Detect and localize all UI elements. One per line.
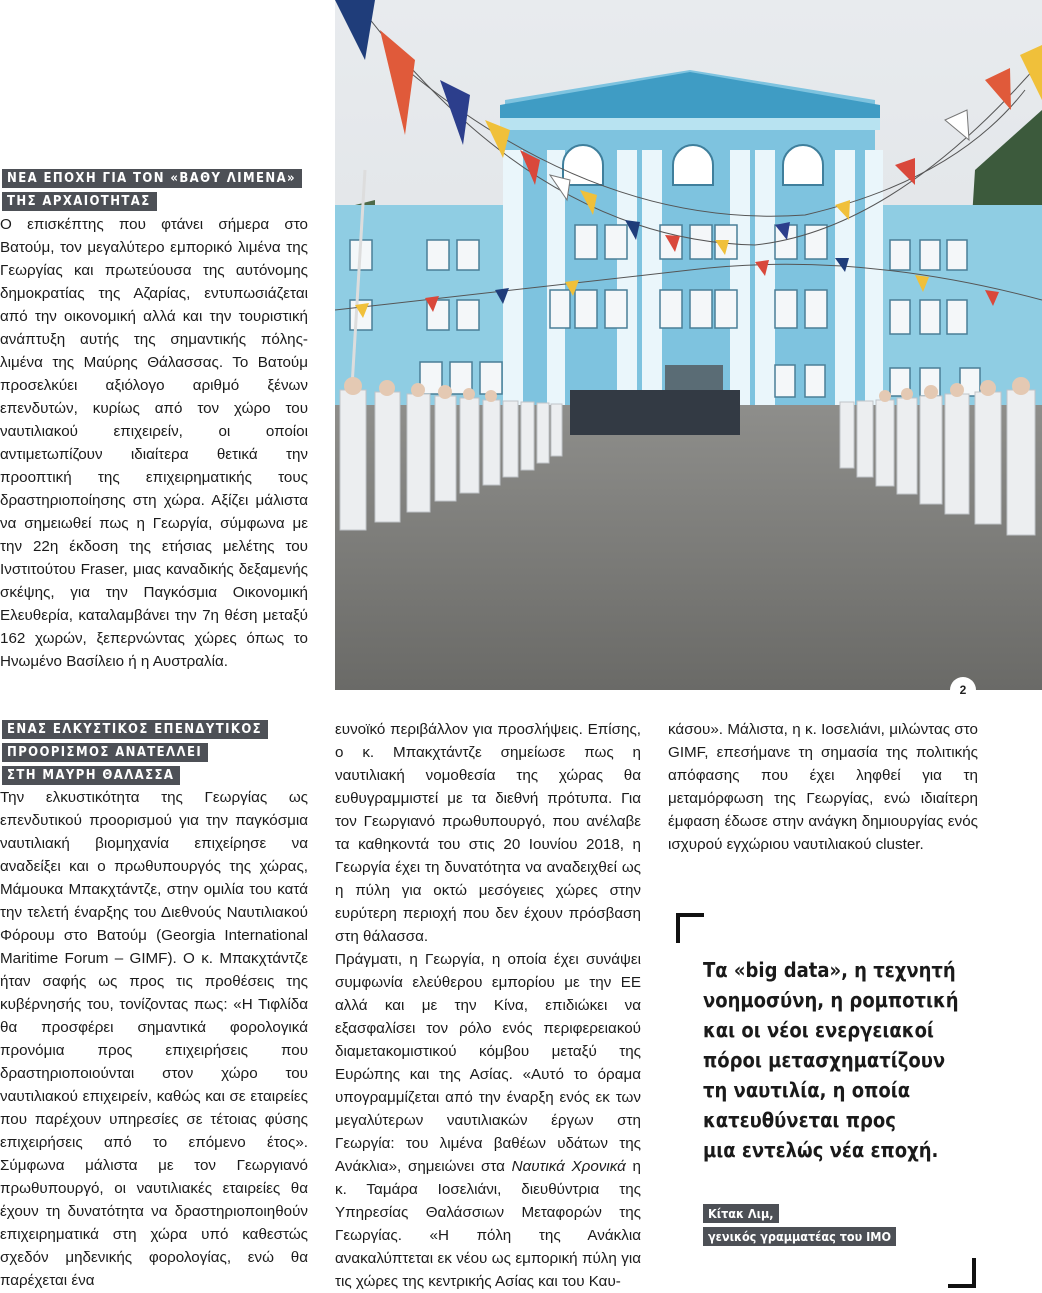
- section2-paragraph-3: [335, 948, 641, 1293]
- quote-bracket-close: [948, 1258, 976, 1288]
- section2-heading-line3: ΣΤΗ ΜΑΥΡΗ ΘΑΛΑΣΣΑ: [2, 766, 180, 785]
- section1-paragraph: Ο επισκέπτης που φτάνει σήμερα στο Βατούμ, τον μεγαλύτερο εμπορικό λιμένα της Γεωργίας και πρωτεύουσα της αυτόνομης δημοκρατίας της Αζαρίας, εντυπωσιάζεται από την οικονομική αλλά και την τουριστική ανάπτυξη αυτής της σημαντικής πόλης-λιμένα της Μαύρης Θάλασσας. Το Βατούμ προσελκύει αξιόλογο αριθμό ξένων επενδυτών, κυρίως από τον χώρο του ναυτιλιακού επιχειρείν, οι οποίοι αντιμετωπίζουν ιδιαίτερα θετικά την προοπτική της επιχειρηματικής τους δραστηριοποίησης στη χώρα. Αξίζει μάλιστα να σημειωθεί πως η Γεωργία, σύμφωνα με την 22η έκδοση της ετήσιας μελέτης του Ινστιτούτου Fraser, μιας καναδικής δεξαμενής σκέψης, για την Παγκόσμια Οικονομική Ελευθερία, καταλαμβάνει την 7η θέση μεταξύ 162 χωρών, ξεπερνώντας χώρες όπως το Ηνωμένο Βασίλειο ή η Αυστραλία.: [0, 216, 308, 670]
- section2-heading-line2: ΠΡΟΟΡΙΣΜΟΣ ΑΝΑΤΕΛΛΕΙ: [2, 743, 208, 762]
- publication-name: Ναυτικά Χρονικά: [511, 1158, 626, 1175]
- section2-paragraph-2: ευνοϊκό περιβάλλον για προσλήψεις. Επίσης, ο κ. Μπακχτάντζε σημείωσε πως η ναυτιλιακή νομοθεσία της χώρας θα ευθυγραμμιστεί με τα διεθνή πρότυπα. Για τον Γεωργιανό πρωθυπουργό, που ανέλαβε τα καθηκοντά του στις 20 Ιουνίου 2018, η Γεωργία έχει τη δυνατότητα να αναδειχθεί ως η πύλη για οκτώ μεσόγειες χώρες στην ευρύτερη περιοχή που δεν έχουν πρόσβαση στη θάλασσα.: [335, 721, 641, 945]
- attribution-name: Κίτακ Λιμ,: [703, 1204, 779, 1223]
- quote-line: τη ναυτιλία, η οποία: [703, 1078, 911, 1102]
- quote-line: Τα «big data», η τεχνητή: [703, 958, 956, 982]
- pull-quote: [703, 955, 959, 1165]
- section2-paragraph-4: κάσου». Μάλιστα, η κ. Ιοσελιάνι, μιλώντας στο GIMF, επεσήμανε τη σημασία της πολιτικής απόφασης που έχει ληφθεί για τη μεταμόρφωση της Γεωργίας, ενώ ιδιαίτερη έμφαση έδωσε στην ανάγκη δημιουργίας ενός ισχυρού εγχώριου ναυτιλιακού cluster.: [668, 721, 978, 853]
- section2-column-2: [335, 718, 641, 1293]
- section1-body: [0, 213, 308, 673]
- quote-line: πόροι μετασχηματίζουν: [703, 1048, 946, 1072]
- section2-heading-line1: ΕΝΑΣ ΕΛΚΥΣΤΙΚΟΣ ΕΠΕΝΔΥΤΙΚΟΣ: [2, 720, 268, 739]
- section2-column-1: [0, 786, 308, 1292]
- page-number: 2: [950, 677, 976, 703]
- section1-heading: [2, 169, 302, 215]
- quote-line: και οι νέοι ενεργειακοί: [703, 1018, 934, 1042]
- quote-line: μια εντελώς νέα εποχή.: [703, 1138, 939, 1162]
- ceremony-photo-graphic: [335, 0, 1042, 690]
- quote-bracket-open: [676, 913, 704, 943]
- section1-heading-line1: ΝΕΑ ΕΠΟΧΗ ΓΙΑ ΤΟΝ «ΒΑΘΥ ΛΙΜΕΝΑ»: [2, 169, 302, 188]
- quote-attribution: [703, 1204, 896, 1250]
- section2-heading: [2, 720, 268, 789]
- section1-heading-line2: ΤΗΣ ΑΡΧΑΙΟΤΗΤΑΣ: [2, 192, 157, 211]
- ceremony-photo: [335, 0, 1042, 690]
- section2-paragraph-1: Την ελκυστικότητα της Γεωργίας ως επενδυτικού προορισμού για την παγκόσμια ναυτιλιακή βιομηχανία επιχείρησε να αναδείξει και ο πρωθυπουργός της χώρας, Μάμουκα Μπακχτάντζε, στην ομιλία του κατά την τελετή έναρξης του Διεθνούς Ναυτιλιακού Φόρουμ στο Βατούμ (Georgia International Maritime Forum – GIMF). Ο κ. Μπακχτάντζε ήταν σαφής ως προς τις προθέσεις της κυβέρνησής του, τονίζοντας πως: «Η Τιφλίδα θα προσφέρει σημαντικά φορολογικά προνόμια προς επιχειρήσεις που δραστηριοποιούνται στον χώρο του ναυτιλιακού επιχειρείν, καθώς και σε εταιρείες που παρέχουν υπηρεσίες σε τέτοιας φύσης επιχειρήσεις από το επόμενο έτος». Σύμφωνα μάλιστα με τον Γεωργιανό πρωθυπουργό, οι ναυτιλιακές εταιρείες θα έχουν τη δυνατότητα να δραστηριοποιηθούν επιχειρηματικά στη χώρα υπό καθεστώς σχεδόν μηδενικής φορολογίας, ενώ θα παρέχεται ένα: [0, 789, 308, 1289]
- attribution-title: γενικός γραμματέας του ΙΜΟ: [703, 1227, 896, 1246]
- section2-column-3: [668, 718, 978, 856]
- quote-line: νοημοσύνη, η ρομποτική: [703, 988, 959, 1012]
- quote-line: κατευθύνεται προς: [703, 1108, 896, 1132]
- paragraph-text-b: η κ. Ταμάρα Ιοσελιάνι, διευθύντρια της Υπηρεσίας Θαλάσσιων Μεταφορών της Γεωργίας. «Η πόλη της Ανάκλια ανακαλύπτεται εκ νέου ως εμπορική πύλη για τις χώρες της κεντρικής Ασίας και του Καυ-: [335, 1158, 641, 1290]
- paragraph-text-a: Πράγματι, η Γεωργία, η οποία έχει συνάψει συμφωνία ελεύθερου εμπορίου με την ΕΕ αλλά και με την Κίνα, επιδιώκει να εξασφαλίσει τον ρόλο ενός περιφερειακού διαμετακομιστικού κόμβου μεταξύ της Ευρώπης και της Ασίας. «Αυτό το όραμα υπογραμμίζεται από την έναρξη ενός εκ των μεγαλύτερων ναυτιλιακών έργων στη Γεωργία: του λιμένα βαθέων υδάτων της Ανάκλια», σημειώνει στα: [335, 951, 641, 1175]
